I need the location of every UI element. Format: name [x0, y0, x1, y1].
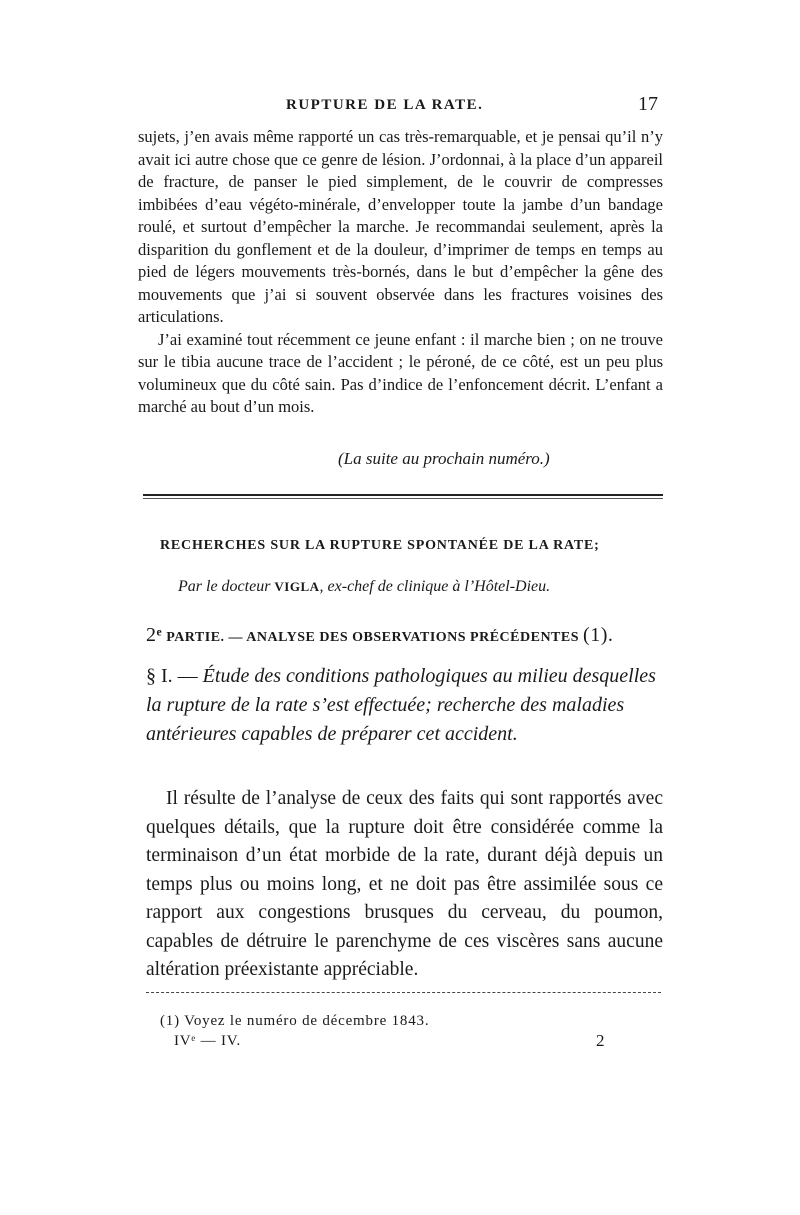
part-number-sup: e — [156, 625, 163, 639]
running-title: RUPTURE DE LA RATE. — [286, 97, 484, 113]
part-number: 2 — [146, 624, 157, 646]
paragraph-text-2: J’ai examiné tout récemment ce jeune enfant : il marche bien ; on ne trouve sur le tibia aucune trace de l’accident ; le péroné, de ce côté, est un peu plus volumineux que du côté sain. Pas d’indice de l’enfoncement décrit. L’enfant a marché au bout d’un mois. — [138, 329, 663, 416]
footnote: (1) Voyez le numéro de décembre 1843. — [160, 1013, 430, 1029]
article-body — [146, 785, 663, 985]
part-heading — [146, 624, 666, 647]
paragraph-text: sujets, j’en avais même rapporté un cas très-remarquable, et je pensai qu’il n’y avait ici autre chose que ce genre de lésion. J’ordonnai, à la place d’un appareil de fracture, de panser le pied simplement, de le couvrir de compresses imbibées d’eau végéto-minérale, d’envelopper toute la jambe d’un bandage roulé, et surtout d’empêcher la marche. Je recommandai seulement, après la disparition du gonflement et de la douleur, d’imprimer de temps en temps au pied de légers mouvements très-bornés, dans le but d’empêcher la gêne des mouvements que j’ai si souvent observée dans les fractures voisines des articulations. — [138, 127, 663, 326]
running-head — [138, 95, 658, 119]
article-title: RECHERCHES SUR LA RUPTURE SPONTANÉE DE LA RATE; — [160, 538, 600, 553]
section-title: Étude des conditions pathologiques au milieu desquelles la rupture de la rate s’est effectuée; recherche des maladies antérieures capables de préparer cet accident. — [146, 665, 656, 745]
section-divider-thin — [143, 498, 663, 499]
byline-suffix: , ex-chef de clinique à l’Hôtel-Dieu. — [319, 578, 551, 595]
article-byline — [178, 578, 648, 596]
signature-mark: IVᵉ — IV. — [174, 1033, 242, 1049]
byline-prefix: Par le docteur — [178, 578, 271, 595]
section-heading — [146, 662, 666, 749]
continuation-note: (La suite au prochain numéro.) — [338, 449, 550, 468]
section-symbol: § I. — — [146, 665, 198, 687]
signature-sheet-number: 2 — [596, 1031, 605, 1050]
page-number: 17 — [638, 93, 658, 115]
section-divider — [143, 494, 663, 496]
footnote-reference: (1). — [583, 624, 614, 646]
part-title: PARTIE. — ANALYSE DES OBSERVATIONS PRÉCÉDENTES — [166, 630, 580, 645]
footnote-divider — [146, 992, 661, 993]
author-name: VIGLA — [274, 579, 320, 594]
article-body-text: Il résulte de l’analyse de ceux des faits qui sont rapportés avec quelques détails, que la rupture doit être considérée comme la terminaison d’un état morbide de la rate, durant déjà depuis un temps plus ou moins long, et ne doit pas être assimilée sous ce rapport aux congestions brusques du cerveau, du poumon, capables de détruire le parenchyme de ces viscères sans aucune altération préexistante appréciable. — [146, 788, 663, 980]
paragraph-continued — [138, 126, 663, 419]
